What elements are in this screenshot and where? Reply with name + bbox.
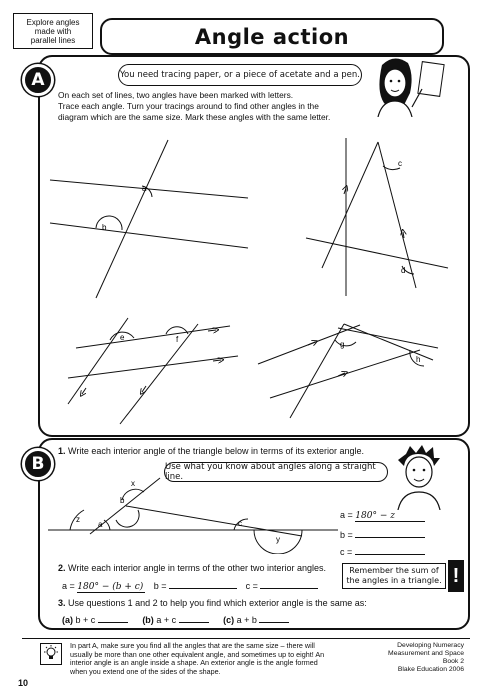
angle-label-c: c <box>398 159 402 168</box>
q3-part-c-input[interactable] <box>259 612 289 623</box>
angle-label-d: d <box>401 266 406 275</box>
topic-line-3: parallel lines <box>30 35 76 45</box>
book-line-3: Book 2 <box>442 658 464 665</box>
boy-character-illustration <box>388 444 454 510</box>
section-b-speech-bubble: Use what you know about angles along a straight line. <box>164 462 388 482</box>
q2-answer-a-label: a = <box>62 581 75 591</box>
question-1-text: Write each interior angle of the triangle below in terms of its exterior angle. <box>68 446 365 456</box>
q2-answer-b-label: b = <box>153 581 167 591</box>
answer-a-input[interactable]: 180° − z <box>355 511 425 522</box>
footer-divider <box>22 638 470 639</box>
question-3 <box>58 598 458 608</box>
question-2-text: Write each interior angle in terms of the other two interior angles. <box>68 563 326 573</box>
question-3-parts <box>62 612 362 625</box>
question-1-answers <box>340 510 452 561</box>
angle-label-f: f <box>176 335 179 344</box>
triangle-label-a: a <box>98 520 103 529</box>
footer-tip: In part A, make sure you find all the angles that are the same size – there will usually be more than one other equivalent angle, and sometimes up to eight! An interior angle is an angle inside a shape. An exterior angle is the angle formed when you extend one of the sides of the shape. <box>70 641 325 676</box>
section-b-badge: B <box>22 448 54 480</box>
answer-b-input[interactable] <box>355 527 425 538</box>
page-title: Angle action <box>100 18 444 55</box>
q3-part-c-label: (c) <box>223 615 235 625</box>
topic-line-2: made with <box>34 26 72 36</box>
book-line-1: Developing Numeracy <box>397 642 464 649</box>
answer-c-input[interactable] <box>355 544 425 555</box>
section-a-badge: A <box>22 64 54 96</box>
book-info <box>354 642 464 674</box>
triangle-label-b: b <box>120 496 125 505</box>
triangle-label-x-ext-z: z <box>76 515 80 524</box>
question-2-answers <box>62 578 337 593</box>
question-3-number: 3. <box>58 598 66 608</box>
q3-part-a-expr: b + c <box>75 615 96 625</box>
answer-a-label: a = <box>340 510 353 520</box>
question-1-number: 1. <box>58 446 66 456</box>
section-a-diagrams <box>38 128 466 428</box>
topic-line-1: Explore angles <box>26 17 80 27</box>
q2-answer-b-input[interactable] <box>169 578 237 589</box>
diagram-2 <box>306 138 448 296</box>
q2-answer-a-input[interactable]: 180° − (b + c) <box>77 582 144 592</box>
diagram-3 <box>68 318 238 424</box>
book-line-2: Measurement and Space <box>388 650 464 657</box>
question-2-number: 2. <box>58 563 66 573</box>
q2-answer-c-input[interactable] <box>260 578 318 589</box>
instruction-line-1: On each set of lines, two angles have been marked with letters. <box>58 90 294 100</box>
angle-label-g: g <box>340 340 345 349</box>
instruction-line-3: diagram which are the same size. Mark these angles with the same letter. <box>58 112 331 122</box>
diagram-4 <box>258 324 438 418</box>
q3-part-b-expr: a + c <box>156 615 177 625</box>
answer-c-label: c = <box>340 547 353 557</box>
answer-row-a <box>340 510 452 527</box>
angle-label-e: e <box>120 333 125 342</box>
triangle-label-c: c <box>238 519 242 528</box>
instruction-line-2: Trace each angle. Turn your tracings around to find other angles in the <box>58 101 319 111</box>
q3-part-a-input[interactable] <box>98 612 128 623</box>
q3-part-c-expr: a + b <box>236 615 257 625</box>
angle-label-h: h <box>416 355 421 364</box>
answer-row-c <box>340 544 452 561</box>
topic-box <box>13 13 93 49</box>
q3-part-b-input[interactable] <box>179 612 209 623</box>
lightbulb-icon <box>40 643 62 665</box>
section-a-instructions <box>58 90 458 123</box>
q3-part-a-label: (a) <box>62 615 73 625</box>
reminder-note: Remember the sum of the angles in a triangle. <box>342 563 446 589</box>
question-3-text: Use questions 1 and 2 to help you find which exterior angle is the same as: <box>68 598 367 608</box>
q2-answer-c-label: c = <box>245 581 258 591</box>
page-number: 10 <box>18 678 29 688</box>
triangle-diagram <box>40 474 340 554</box>
question-2 <box>58 563 343 573</box>
section-a-speech-bubble: You need tracing paper, or a piece of acetate and a pen. <box>118 64 362 86</box>
triangle-label-y: y <box>276 535 280 544</box>
exclamation-icon: ! <box>448 560 464 592</box>
answer-row-b <box>340 527 452 544</box>
angle-label-a: a <box>142 184 147 193</box>
answer-b-label: b = <box>340 530 353 540</box>
diagram-1 <box>50 140 248 298</box>
book-line-4: Blake Education 2006 <box>397 666 464 673</box>
triangle-label-x: x <box>131 479 135 488</box>
q3-part-b-label: (b) <box>142 615 154 625</box>
question-1 <box>58 446 428 456</box>
angle-label-b: b <box>102 223 107 232</box>
